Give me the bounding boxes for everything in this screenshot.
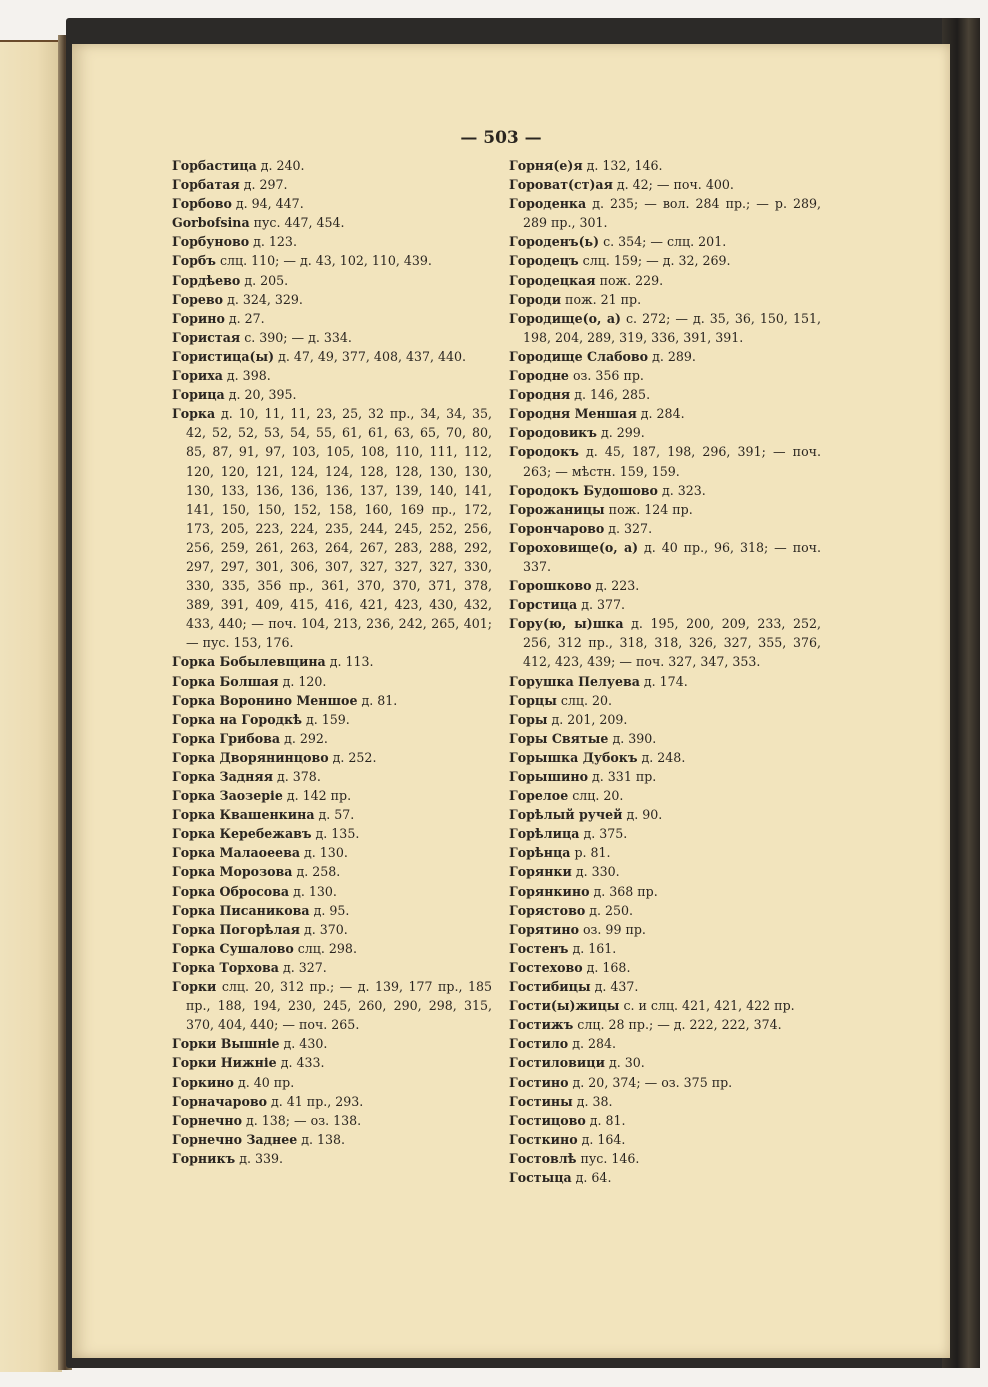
index-entry — [172, 882, 492, 901]
entry-references: д. 81. — [585, 1112, 626, 1128]
entry-name: Горначарово — [172, 1093, 268, 1109]
entry-references: д. 368 пр. — [589, 883, 658, 899]
index-entry — [172, 729, 492, 748]
entry-references: р. 81. — [570, 845, 611, 861]
entry-name: Гостовлѣ — [509, 1150, 577, 1166]
entry-name: Городецкая — [509, 272, 596, 288]
index-entry — [172, 1111, 492, 1130]
index-entry — [172, 347, 492, 366]
index-entry — [509, 194, 821, 232]
index-entry — [509, 595, 821, 614]
entry-references: д. 138. — [297, 1131, 346, 1147]
index-entry — [172, 920, 492, 939]
entry-name: Горка Задняя — [172, 769, 274, 784]
index-entry — [509, 347, 821, 366]
index-entry — [172, 805, 492, 824]
entry-name: Горошково — [509, 578, 592, 594]
index-entry — [509, 614, 821, 671]
index-entry — [509, 1053, 821, 1072]
index-entry — [172, 977, 492, 1034]
entry-references: д. 330. — [571, 864, 620, 880]
index-entry — [509, 710, 821, 729]
index-entry — [172, 404, 492, 652]
entry-references: д. 377. — [577, 597, 625, 613]
entry-name: Городня Меншая — [509, 406, 637, 422]
index-entry — [172, 710, 492, 729]
entry-references: д. 57. — [314, 807, 355, 823]
entry-references: д. 331 пр. — [588, 769, 657, 784]
entry-name: Гостибицы — [509, 979, 591, 995]
entry-name: Горица — [172, 387, 225, 403]
entry-references: д. 94, 447. — [231, 196, 304, 212]
index-entry — [509, 442, 821, 480]
index-entry — [509, 1130, 821, 1149]
entry-references: пус. 447, 454. — [249, 215, 345, 231]
entry-references: с. 272; — д. 35, 36, 150, 151, 198, 204, 289, 319, 336, 391, 391. — [523, 310, 821, 345]
entry-references: д. 235; — вол. 284 пр.; — р. 289, 289 пр., 301. — [523, 196, 821, 231]
entry-references: д. 299. — [596, 425, 645, 441]
entry-references: д. 390. — [608, 730, 657, 746]
entry-name: Гостенъ — [509, 940, 569, 956]
entry-references: д. 252. — [328, 749, 377, 765]
entry-name: Гостино — [509, 1074, 569, 1090]
entry-name: Городецъ — [509, 253, 579, 269]
index-entry — [172, 958, 492, 977]
index-entry — [509, 309, 821, 347]
entry-name: Горникъ — [172, 1150, 236, 1166]
entry-name: Гостило — [509, 1036, 569, 1052]
entry-name: Гости(ы)жицы — [509, 998, 620, 1014]
entry-name: Горка Малаоеева — [172, 845, 301, 861]
index-entry — [509, 901, 821, 920]
index-entry — [172, 748, 492, 767]
entry-name: Горятино — [509, 921, 579, 937]
index-entry — [509, 767, 821, 786]
entry-references: оз. 99 пр. — [578, 921, 646, 937]
entry-references: д. 27. — [224, 310, 265, 326]
index-entry — [509, 1034, 821, 1053]
entry-name: Горка Бобылевщина — [172, 654, 326, 670]
index-column-left — [172, 156, 492, 1168]
entry-references: д. 146, 285. — [570, 387, 651, 403]
entry-name: Горки Вышніе — [172, 1036, 280, 1052]
index-entry — [509, 805, 821, 824]
entry-name: Горка Воронино Меншое — [172, 692, 358, 708]
entry-references: д. 378. — [273, 769, 321, 784]
index-entry — [172, 366, 492, 385]
entry-name: Горка на Городкѣ — [172, 711, 302, 727]
entry-name: Гориха — [172, 368, 223, 384]
entry-name: Горка Торхова — [172, 959, 279, 975]
index-entry — [172, 652, 492, 671]
index-entry — [509, 366, 821, 385]
entry-references: д. 42; — поч. 400. — [612, 177, 734, 193]
entry-name: Горки — [172, 979, 217, 995]
index-entry — [509, 920, 821, 939]
index-entry — [509, 1149, 821, 1168]
index-entry — [172, 309, 492, 328]
index-entry — [509, 576, 821, 595]
entry-name: Городище(о, а) — [509, 310, 621, 326]
entry-name: Горка Грибова — [172, 730, 281, 746]
entry-references: д. 324, 329. — [223, 291, 303, 307]
index-entry — [509, 1015, 821, 1034]
index-entry — [172, 672, 492, 691]
entry-name: Горстица — [509, 597, 578, 613]
index-entry — [509, 385, 821, 404]
index-entry — [509, 672, 821, 691]
entry-name: Городенъ(ь) — [509, 234, 600, 250]
entry-references: д. 47, 49, 377, 408, 437, 440. — [274, 348, 467, 364]
index-entry — [509, 786, 821, 805]
index-entry — [172, 232, 492, 251]
index-entry — [509, 290, 821, 309]
entry-references: слц. 28 пр.; — д. 222, 222, 374. — [573, 1017, 782, 1033]
entry-name: Горожаницы — [509, 501, 605, 517]
entry-references: д. 90. — [622, 807, 663, 823]
entry-name: Горѣлый ручей — [509, 807, 623, 823]
index-entry — [172, 156, 492, 175]
index-entry — [509, 882, 821, 901]
index-column-right — [509, 156, 821, 1187]
entry-references: д. 38. — [572, 1093, 613, 1109]
entry-name: Горѣнца — [509, 845, 571, 861]
entry-name: Гороват(ст)ая — [509, 177, 613, 193]
entry-name: Горево — [172, 291, 224, 307]
entry-references: с. 390; — д. 334. — [240, 329, 352, 345]
entry-name: Горкино — [172, 1074, 234, 1090]
entry-references: д. 135. — [311, 826, 360, 842]
entry-name: Городи — [509, 291, 562, 307]
index-entry — [172, 1130, 492, 1149]
entry-name: Горбово — [172, 196, 232, 212]
index-entry — [509, 481, 821, 500]
entry-name: Горястово — [509, 902, 586, 918]
entry-name: Горышка Дубокъ — [509, 749, 638, 765]
index-entry — [172, 862, 492, 881]
index-entry — [172, 843, 492, 862]
entry-references: д. 339. — [235, 1150, 284, 1166]
entry-name: Городовикъ — [509, 425, 597, 441]
index-entry — [172, 1034, 492, 1053]
entry-name: Горы Святые — [509, 730, 609, 746]
entry-name: Городище Слабово — [509, 348, 649, 364]
entry-references: д. 205. — [240, 272, 289, 288]
entry-references: слц. 159; — д. 32, 269. — [578, 253, 731, 269]
index-entry — [172, 824, 492, 843]
index-entry — [509, 423, 821, 442]
entry-references: д. 375. — [579, 826, 628, 842]
entry-name: Гористая — [172, 329, 241, 345]
entry-name: Госткино — [509, 1131, 578, 1147]
index-entry — [172, 328, 492, 347]
entry-references: д. 437. — [590, 979, 639, 995]
entry-references: д. 174. — [639, 673, 688, 689]
entry-name: Горка Дворянинцово — [172, 749, 329, 765]
entry-references: пож. 21 пр. — [561, 291, 642, 307]
entry-references: д. 327. — [604, 520, 653, 536]
index-entry — [509, 996, 821, 1015]
entry-references: д. 250. — [585, 902, 634, 918]
entry-references: д. 10, 11, 11, 23, 25, 32 пр., 34, 34, 35, 42, 52, 52, 53, 54, 55, 61, 61, 63, 65, 70, 80, 85, 87, 91, 97, 103, 105, 108, 110, 111, 112, 120, 120, 121, 124, 124, 128, 128, 130, 130, 130, 133, 136, 136, 136, 137, 139, 140, 141, 141, 150, 150, 152, 158, 160, 169 пр., 172, 173, 205, 223, 224, 235, 244, 245, 252, 256, 256, 259, 261, 263, 264, 267, 283, 288, 292, 297, 297, 301, 306, 307, 327, 327, 327, 330, 330, 335, 356 пр., 361, 370, 370, 371, 378, 389, 391, 409, 415, 416, 421, 423, 430, 432, 433, 440; — поч. 104, 213, 236, 242, 265, 401; — пус. 153, 176. — [186, 406, 492, 651]
entry-name: Горышино — [509, 769, 589, 784]
index-entry — [509, 1073, 821, 1092]
entry-name: Горнечно Заднее — [172, 1131, 298, 1147]
entry-name: Городне — [509, 368, 569, 384]
entry-references: д. 64. — [571, 1169, 612, 1185]
entry-name: Горки Нижніе — [172, 1055, 277, 1071]
index-entry — [509, 175, 821, 194]
entry-name: Горцы — [509, 692, 557, 708]
entry-references: д. 164. — [577, 1131, 626, 1147]
entry-references: д. 289. — [648, 348, 696, 364]
entry-references: с. 354; — слц. 201. — [599, 234, 727, 250]
index-entry — [509, 958, 821, 977]
entry-name: Горбуново — [172, 234, 250, 250]
index-entry — [172, 939, 492, 958]
entry-name: Городня — [509, 387, 571, 403]
index-entry — [509, 939, 821, 958]
index-entry — [509, 156, 821, 175]
entry-references: с. и слц. 421, 421, 422 пр. — [619, 998, 795, 1014]
entry-name: Гостиловици — [509, 1055, 605, 1071]
entry-references: слц. 20, 312 пр.; — д. 139, 177 пр., 185 пр., 188, 194, 230, 245, 260, 290, 298, 315, 370, 404, 440; — поч. 265. — [186, 979, 492, 1033]
entry-references: д. 45, 187, 198, 296, 391; — поч. 263; — мѣстн. 159, 159. — [523, 444, 821, 479]
index-entry — [172, 1149, 492, 1168]
entry-name: Горнечно — [172, 1112, 242, 1128]
entry-references: слц. 20. — [568, 788, 624, 804]
entry-references: д. 95. — [309, 902, 350, 918]
entry-references: д. 40 пр. — [233, 1074, 295, 1090]
index-entry — [509, 1092, 821, 1111]
entry-name: Гору(ю, ы)шка — [509, 616, 624, 632]
entry-references: д. 142 пр. — [282, 788, 352, 804]
entry-name: Горка Писаникова — [172, 902, 310, 918]
index-entry — [172, 786, 492, 805]
index-entry — [172, 1092, 492, 1111]
index-entry — [509, 824, 821, 843]
entry-references: д. 248. — [637, 749, 686, 765]
index-entry — [509, 977, 821, 996]
entry-references: пож. 124 пр. — [604, 501, 693, 517]
entry-name: Gorbofsina — [172, 215, 250, 231]
index-entry — [509, 232, 821, 251]
entry-references: слц. 110; — д. 43, 102, 110, 439. — [215, 253, 432, 269]
index-entry — [509, 1111, 821, 1130]
entry-name: Горня(е)я — [509, 158, 583, 173]
index-entry — [509, 538, 821, 576]
entry-references: д. 258. — [292, 864, 341, 880]
entry-references: д. 398. — [222, 368, 271, 384]
entry-references: д. 323. — [657, 482, 706, 498]
index-entry — [509, 729, 821, 748]
index-entry — [172, 271, 492, 290]
entry-references: д. 327. — [278, 959, 327, 975]
entry-references: оз. 356 пр. — [568, 368, 644, 384]
entry-name: Горка Морозова — [172, 864, 293, 880]
entry-name: Гостехово — [509, 959, 583, 975]
entry-name: Горбастица — [172, 158, 257, 173]
entry-references: д. 30. — [604, 1055, 645, 1071]
entry-references: д. 113. — [325, 654, 374, 670]
entry-references: д. 130. — [289, 883, 337, 899]
entry-name: Горка — [172, 406, 216, 422]
index-entry — [172, 213, 492, 232]
entry-name: Горянки — [509, 864, 572, 880]
entry-name: Городокъ Будошово — [509, 482, 658, 498]
index-entry — [172, 767, 492, 786]
entry-references: д. 370. — [299, 921, 348, 937]
entry-name: Горка Обросова — [172, 883, 290, 899]
entry-name: Горка Болшая — [172, 673, 279, 689]
index-entry — [172, 175, 492, 194]
page-number: — 503 — — [460, 128, 542, 148]
index-entry — [172, 1053, 492, 1072]
entry-references: д. 284. — [568, 1036, 616, 1052]
entry-name: Горушка Пелуева — [509, 673, 640, 689]
index-entry — [509, 748, 821, 767]
entry-name: Горончарово — [509, 520, 605, 536]
index-entry — [509, 862, 821, 881]
entry-references: д. 161. — [568, 940, 617, 956]
entry-name: Горелое — [509, 788, 569, 804]
index-entry — [509, 271, 821, 290]
entry-references: д. 284. — [636, 406, 685, 422]
entry-references: д. 223. — [591, 578, 640, 594]
index-entry — [509, 691, 821, 710]
entry-name: Горы — [509, 711, 548, 727]
entry-name: Гордѣево — [172, 272, 241, 288]
entry-references: слц. 298. — [293, 940, 357, 956]
entry-name: Гостины — [509, 1093, 573, 1109]
index-entry — [172, 290, 492, 309]
entry-references: д. 430. — [279, 1036, 328, 1052]
index-entry — [172, 385, 492, 404]
index-entry — [509, 251, 821, 270]
index-entry — [509, 843, 821, 862]
entry-references: д. 40 пр., 96, 318; — поч. 337. — [523, 539, 821, 574]
entry-name: Горѣлица — [509, 826, 580, 842]
entry-name: Городокъ — [509, 444, 579, 460]
entry-references: д. 292. — [280, 730, 328, 746]
index-entry — [509, 1168, 821, 1187]
index-entry — [172, 901, 492, 920]
entry-references: пус. 146. — [576, 1150, 640, 1166]
entry-references: д. 297. — [239, 177, 288, 193]
index-entry — [509, 519, 821, 538]
entry-name: Горянкино — [509, 883, 590, 899]
entry-name: Гороховище(о, а) — [509, 539, 639, 555]
entry-references: д. 81. — [357, 692, 398, 708]
entry-name: Гостыца — [509, 1169, 572, 1185]
entry-references: д. 123. — [249, 234, 297, 250]
entry-name: Горка Погорѣлая — [172, 921, 300, 937]
entry-references: пож. 229. — [595, 272, 664, 288]
entry-references: д. 168. — [582, 959, 631, 975]
entry-name: Гористица(ы) — [172, 348, 275, 364]
entry-name: Гостицово — [509, 1112, 586, 1128]
index-entry — [172, 194, 492, 213]
entry-references: д. 195, 200, 209, 233, 252, 256, 312 пр., 318, 318, 326, 327, 355, 376, 412, 423, 439; — поч. 327, 347, 353. — [523, 616, 821, 670]
entry-name: Горка Заозеріе — [172, 788, 283, 804]
entry-name: Горино — [172, 310, 225, 326]
entry-references: д. 132, 146. — [582, 158, 663, 173]
entry-name: Горбъ — [172, 253, 216, 269]
entry-references: д. 20, 374; — оз. 375 пр. — [568, 1074, 733, 1090]
entry-references: д. 159. — [301, 711, 350, 727]
entry-references: д. 120. — [278, 673, 327, 689]
entry-name: Городенка — [509, 196, 587, 212]
entry-name: Горбатая — [172, 177, 240, 193]
entry-references: д. 41 пр., 293. — [267, 1093, 364, 1109]
index-entry — [509, 404, 821, 423]
left-page-edge — [0, 40, 62, 1372]
index-entry — [172, 1073, 492, 1092]
entry-references: д. 240. — [256, 158, 305, 173]
index-entry — [509, 500, 821, 519]
entry-name: Горка Керебежавъ — [172, 826, 312, 842]
entry-references: д. 433. — [276, 1055, 325, 1071]
entry-name: Гостижъ — [509, 1017, 574, 1033]
entry-references: д. 20, 395. — [224, 387, 297, 403]
entry-references: д. 201, 209. — [547, 711, 628, 727]
entry-references: д. 138; — оз. 138. — [241, 1112, 362, 1128]
entry-references: д. 130. — [300, 845, 348, 861]
index-entry — [172, 691, 492, 710]
entry-references: слц. 20. — [556, 692, 613, 708]
entry-name: Горка Квашенкина — [172, 807, 315, 823]
entry-name: Горка Сушалово — [172, 940, 294, 956]
index-entry — [172, 251, 492, 270]
